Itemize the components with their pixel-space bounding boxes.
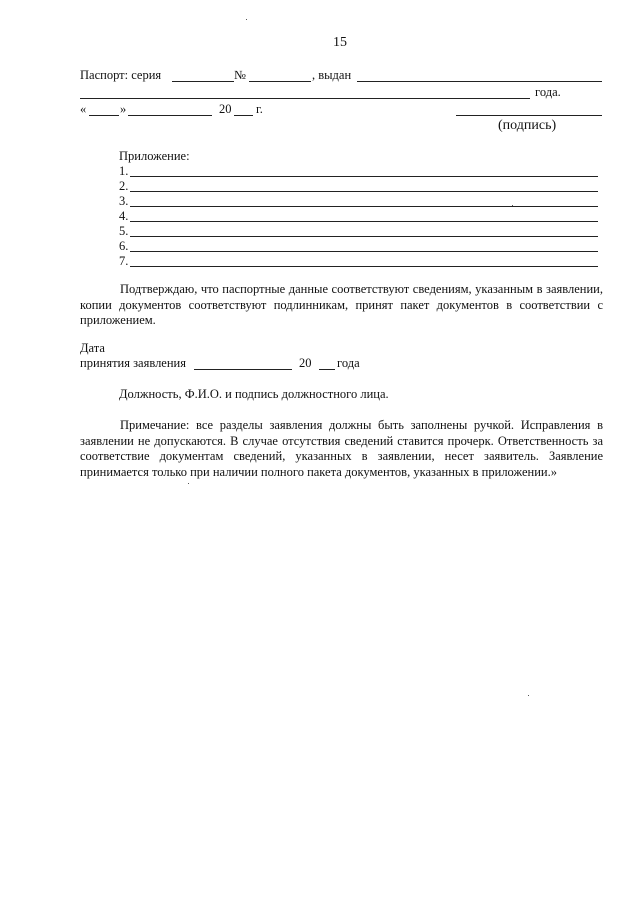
- passport-number-label: №: [234, 68, 246, 82]
- date-month-field[interactable]: [128, 115, 212, 116]
- scan-speck: [188, 483, 189, 484]
- passport-number-field[interactable]: [249, 81, 311, 82]
- attachment-field-6[interactable]: [130, 251, 598, 252]
- passport-issued-field[interactable]: [357, 81, 602, 82]
- date-year-suffix: г.: [256, 102, 263, 116]
- attachment-field-1[interactable]: [130, 176, 598, 177]
- scan-speck: [528, 695, 529, 696]
- attachment-number: 7.: [119, 254, 129, 268]
- attachment-number: 6.: [119, 239, 129, 253]
- scan-speck: [512, 205, 513, 206]
- attachment-field-5[interactable]: [130, 236, 598, 237]
- scan-speck: [246, 19, 247, 20]
- acceptance-year-prefix: 20: [299, 356, 312, 370]
- acceptance-date-label-line2: принятия заявления: [80, 356, 186, 370]
- passport-issued-label: , выдан: [312, 68, 352, 82]
- acceptance-year-suffix: года: [337, 356, 360, 370]
- passport-issued-field-continued[interactable]: [80, 98, 530, 99]
- date-day-field[interactable]: [89, 115, 119, 116]
- attachment-field-3[interactable]: [130, 206, 598, 207]
- attachment-field-7[interactable]: [130, 266, 598, 267]
- passport-series-field[interactable]: [172, 81, 234, 82]
- date-close-quote: »: [120, 102, 127, 116]
- date-open-quote: «: [80, 102, 87, 116]
- signature-field[interactable]: [456, 115, 602, 116]
- attachment-field-4[interactable]: [130, 221, 598, 222]
- date-year-field[interactable]: [234, 115, 253, 116]
- signature-caption: (подпись): [498, 118, 557, 133]
- attachment-field-2[interactable]: [130, 191, 598, 192]
- acceptance-year-field[interactable]: [319, 369, 335, 370]
- attachment-number: 1.: [119, 164, 129, 178]
- attachments-title: Приложение:: [119, 149, 190, 163]
- page-number: 15: [333, 35, 347, 50]
- attachment-number: 4.: [119, 209, 129, 223]
- date-year-prefix: 20: [219, 102, 232, 116]
- note-paragraph: Примечание: все разделы заявления должны быть заполнены ручкой. Исправления в заявлении не допускаются. В случае отсутствия сведений ставится прочерк. Ответственность за соответствие документам сведений, указанных в заявлении, несет заявитель. Заявление принимается только при наличии полного пакета документов, указанных в приложении.»: [80, 418, 603, 479]
- attachment-number: 2.: [119, 179, 129, 193]
- confirmation-paragraph: Подтверждаю, что паспортные данные соответствуют сведениям, указанным в заявлении, копии документов соответствуют подлинникам, принят пакет документов в соответствии с приложением.: [80, 282, 603, 327]
- acceptance-date-label: Дата: [80, 341, 105, 355]
- official-signature-caption: Должность, Ф.И.О. и подпись должностного лица.: [119, 387, 389, 401]
- attachment-number: 3.: [119, 194, 129, 208]
- passport-series-label: Паспорт: серия: [80, 68, 162, 82]
- acceptance-date-field[interactable]: [194, 369, 292, 370]
- attachment-number: 5.: [119, 224, 129, 238]
- passport-year-suffix: года.: [535, 85, 561, 99]
